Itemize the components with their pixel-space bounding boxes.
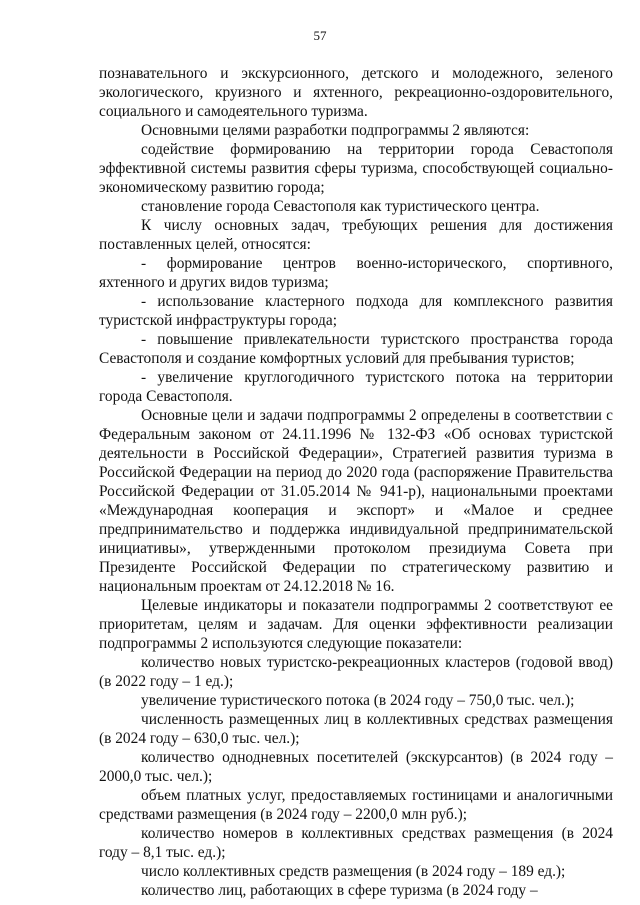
- paragraph-goal-2: становление города Севастополя как туристического центра.: [141, 198, 540, 215]
- document-body: [99, 64, 613, 900]
- indicator-clusters: количество новых туристско-рекреационных кластеров (годовой ввод) (в 2022 году – 1 ед.);: [99, 654, 613, 690]
- list-item-task-2: - использование кластерного подхода для комплексного развития туристской инфраструктуры города;: [99, 293, 613, 329]
- list-item-task-4: - увеличение круглогодичного туристского потока на территории города Севастополя.: [99, 369, 613, 405]
- indicator-accommodated-persons: численность размещенных лиц в коллективных средствах размещения (в 2024 году – 630,0 тыс. чел.);: [99, 711, 613, 747]
- paragraph-goals-intro: Основными целями разработки подпрограммы 2 являются:: [141, 122, 530, 139]
- indicator-accommodation-facilities: число коллективных средств размещения (в 2024 году – 189 ед.);: [141, 863, 566, 880]
- paragraph-legal-basis: Основные цели и задачи подпрограммы 2 определены в соответствии с Федеральным законом от 24.11.1996 № 132-ФЗ «Об основах туристской деятельности в Российской Федерации», Стратегией развития туризма в Российской Федерации на период до 2020 года (распоряжение Правительства Российской Федерации от 31.05.2014 № 941-р), национальными проектами «Международная кооперация и экспорт» и «Малое и среднее предпринимательство и поддержка индивидуальной предпринимательской инициативы», утвержденными протоколом президиума Совета при Президенте Российской Федерации по стратегическому развитию и национальным проектам от 24.12.2018 № 16.: [99, 407, 613, 595]
- paragraph-goal-1: содействие формированию на территории города Севастополя эффективной системы развития сферы туризма, способствующей социально-экономическому развитию города;: [99, 141, 613, 196]
- indicator-tourism-workers: количество лиц, работающих в сфере туризма (в 2024 году –: [141, 882, 538, 899]
- paragraph-indicators-intro: Целевые индикаторы и показатели подпрограммы 2 соответствуют ее приоритетам, целям и задачам. Для оценки эффективности реализации подпрограммы 2 используются следующие показатели:: [99, 597, 613, 652]
- paragraph-tasks-intro: К числу основных задач, требующих решения для достижения поставленных целей, относятся:: [99, 217, 613, 253]
- page-number: 57: [313, 28, 327, 43]
- list-item-task-1: - формирование центров военно-исторического, спортивного, яхтенного и других видов туризма;: [99, 255, 613, 291]
- list-item-task-3: - повышение привлекательности туристского пространства города Севастополя и создание комфортных условий для пребывания туристов;: [99, 331, 613, 367]
- indicator-rooms: количество номеров в коллективных средствах размещения (в 2024 году – 8,1 тыс. ед.);: [99, 825, 613, 861]
- indicator-paid-services: объем платных услуг, предоставляемых гостиницами и аналогичными средствами размещения (в 2024 году – 2200,0 млн руб.);: [99, 787, 613, 823]
- indicator-day-visitors: количество однодневных посетителей (экскурсантов) (в 2024 году – 2000,0 тыс. чел.);: [99, 749, 613, 785]
- indicator-tourist-flow: увеличение туристического потока (в 2024 году – 750,0 тыс. чел.);: [141, 692, 575, 709]
- paragraph-tourism-types: познавательного и экскурсионного, детского и молодежного, зеленого экологического, круизного и яхтенного, рекреационно-оздоровительного, социального и самодеятельного туризма.: [99, 65, 613, 120]
